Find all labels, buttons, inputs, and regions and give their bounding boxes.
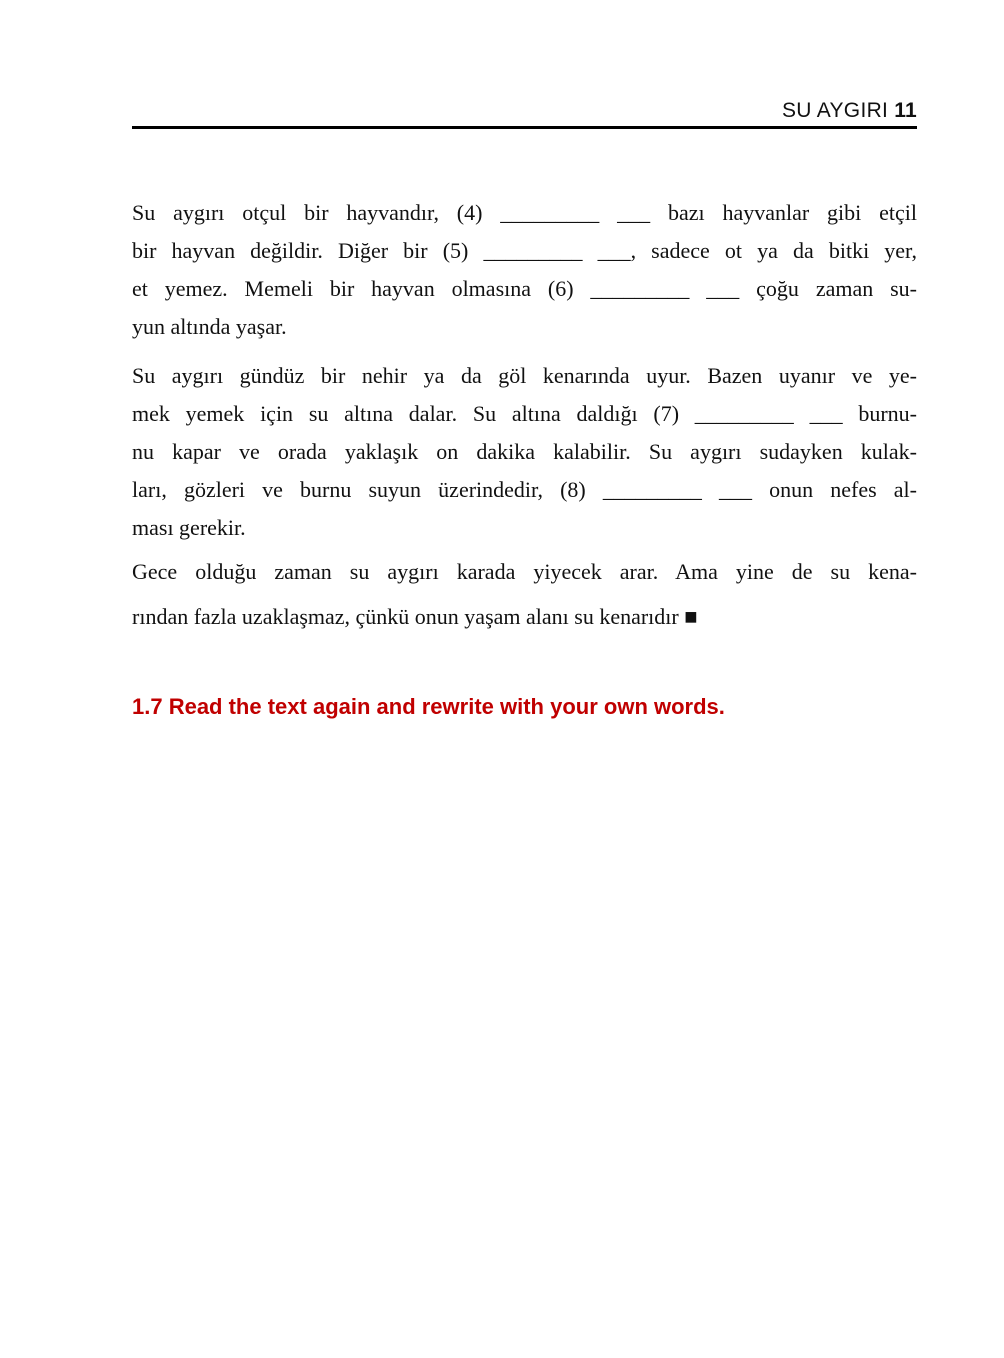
text-line: Gece olduğu zaman su aygırı karada yiyecek arar. Ama yine de su kena-: [132, 559, 917, 584]
text-line: bir hayvan değildir. Diğer bir (5) _________ ___, sadece ot ya da bitki yer,: [132, 238, 917, 263]
paragraph: [132, 357, 917, 547]
text-line: mek yemek için su altına dalar. Su altına daldığı (7) _________ ___ burnu-: [132, 401, 917, 426]
text-line: Su aygırı otçul bir hayvandır, (4) _________ ___ bazı hayvanlar gibi etçil: [132, 200, 917, 225]
reading-text: [132, 194, 917, 639]
text-line: rından fazla uzaklaşmaz, çünkü onun yaşam alanı su kenarıdır ■: [132, 604, 698, 629]
text-line: ması gerekir.: [132, 515, 246, 540]
page-header: [132, 99, 917, 123]
paragraph: [132, 549, 917, 639]
text-line: et yemez. Memeli bir hayvan olmasına (6) _________ ___ çoğu zaman su-: [132, 276, 917, 301]
text-line: nu kapar ve orada yaklaşık on dakika kalabilir. Su aygırı sudayken kulak-: [132, 439, 917, 464]
text-line: yun altında yaşar.: [132, 314, 287, 339]
text-line: ları, gözleri ve burnu suyun üzerindedir, (8) _________ ___ onun nefes al-: [132, 477, 917, 502]
running-title: SU AYGIRI: [782, 99, 889, 122]
paragraph: [132, 194, 917, 346]
page-number: 11: [894, 99, 917, 122]
exercise-instruction: 1.7 Read the text again and rewrite with your own words.: [132, 694, 725, 719]
header-divider: [132, 126, 917, 129]
text-line: Su aygırı gündüz bir nehir ya da göl kenarında uyur. Bazen uyanır ve ye-: [132, 363, 917, 388]
